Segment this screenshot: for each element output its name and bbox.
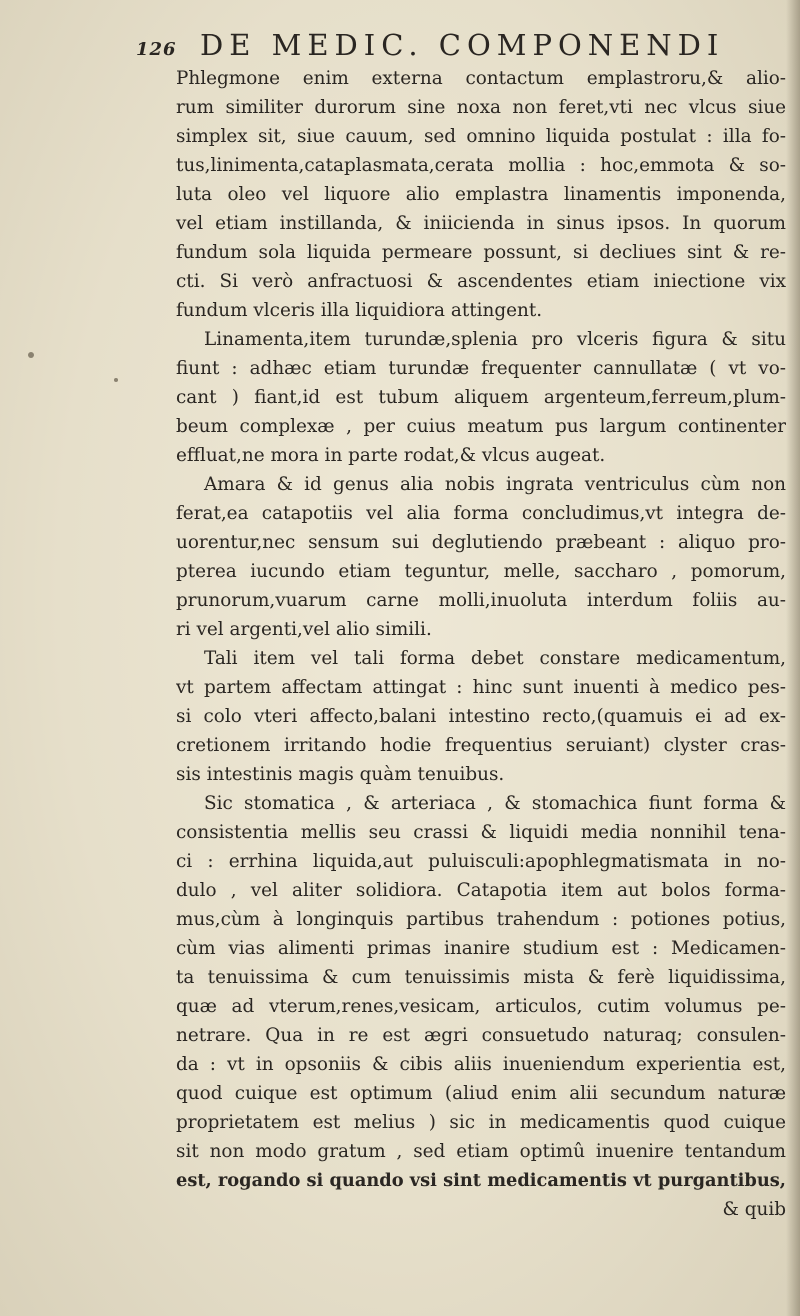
text-line: cti. Si verò anfractuosi & ascendentes etiam iniectione vix bbox=[176, 271, 786, 292]
text-line: vel etiam instillanda, & iniicienda in sinus ipsos. In quorum bbox=[176, 213, 786, 234]
text-line: Phlegmone enim externa contactum emplastroru,& alio- bbox=[176, 68, 786, 89]
text-line: mus,cùm à longinquis partibus trahendum : potiones potius, bbox=[176, 909, 786, 930]
text-line: cretionem irritando hodie frequentius seruiant) clyster cras- bbox=[176, 735, 786, 756]
text-line: ta tenuissima & cum tenuissimis mista & ferè liquidissima, bbox=[176, 967, 786, 988]
text-line: quæ ad vterum,renes,vesicam, articulos, cutim volumus pe- bbox=[176, 996, 786, 1017]
margin-speck bbox=[28, 352, 34, 358]
page-number: 126 bbox=[136, 39, 177, 60]
text-line: pterea iucundo etiam teguntur, melle, saccharo , pomorum, bbox=[176, 561, 786, 582]
text-line: luta oleo vel liquore alio emplastra linamentis imponenda, bbox=[176, 184, 786, 205]
text-line: fundum vlceris illa liquidiora attingent. bbox=[176, 300, 543, 321]
text-line: ci : errhina liquida,aut puluisculi:apophlegmatismata in no- bbox=[176, 851, 786, 872]
text-line: ri vel argenti,vel alio simili. bbox=[176, 619, 432, 640]
text-line: rum similiter durorum sine noxa non feret,vti nec vlcus siue bbox=[176, 97, 786, 118]
text-line: fiunt : adhæc etiam turundæ frequenter cannullatæ ( vt vo- bbox=[176, 358, 786, 379]
text-line: effluat,ne mora in parte rodat,& vlcus augeat. bbox=[176, 445, 606, 466]
text-line: consistentia mellis seu crassi & liquidi media nonnihil tena- bbox=[176, 822, 786, 843]
paragraph-start: Tali item vel tali forma debet constare medicamentum, bbox=[204, 648, 786, 669]
text-line: cant ) fiant,id est tubum aliquem argenteum,ferreum,plum- bbox=[176, 387, 786, 408]
paragraph-start: Amara & id genus alia nobis ingrata ventriculus cùm non bbox=[204, 474, 786, 495]
page-header bbox=[136, 28, 776, 68]
text-line: prunorum,vuarum carne molli,inuoluta interdum foliis au- bbox=[176, 590, 786, 611]
text-line: quod cuique est optimum (aliud enim alii secundum naturæ bbox=[176, 1083, 786, 1104]
page-edge-shadow bbox=[786, 0, 800, 1316]
text-line: netrare. Qua in re est ægri consuetudo naturaq; consulen- bbox=[176, 1025, 786, 1046]
text-line: dulo , vel aliter solidiora. Catapotia item aut bolos forma- bbox=[176, 880, 786, 901]
text-line: est, rogando si quando vsi sint medicamentis vt purgantibus, bbox=[176, 1170, 786, 1191]
text-line: sit non modo gratum , sed etiam optimû inuenire tentandum bbox=[176, 1141, 786, 1162]
text-line: beum complexæ , per cuius meatum pus largum continenter bbox=[176, 416, 786, 437]
text-line: sis intestinis magis quàm tenuibus. bbox=[176, 764, 505, 785]
paragraph-start: Sic stomatica , & arteriaca , & stomachica fiunt forma & bbox=[204, 793, 786, 814]
text-line: simplex sit, siue cauum, sed omnino liquida postulat : illa fo- bbox=[176, 126, 786, 147]
text-line: ferat,ea catapotiis vel alia forma concludimus,vt integra de- bbox=[176, 503, 786, 524]
paragraph-start: Linamenta,item turundæ,splenia pro vlceris figura & situ bbox=[204, 329, 786, 350]
text-line: uorentur,nec sensum sui deglutiendo præbeant : aliquo pro- bbox=[176, 532, 786, 553]
margin-speck bbox=[114, 378, 118, 382]
text-line: fundum sola liquida permeare possunt, si decliues sint & re- bbox=[176, 242, 786, 263]
catchword: & quib bbox=[722, 1199, 786, 1220]
text-line: proprietatem est melius ) sic in medicamentis quod cuique bbox=[176, 1112, 786, 1133]
running-head: DE MEDIC. COMPONENDI bbox=[200, 28, 725, 62]
text-line: vt partem affectam attingat : hinc sunt inuenti à medico pes- bbox=[176, 677, 786, 698]
text-line: cùm vias alimenti primas inanire studium est : Medicamen- bbox=[176, 938, 786, 959]
text-line: si colo vteri affecto,balani intestino recto,(quamuis ei ad ex- bbox=[176, 706, 786, 727]
text-line: da : vt in opsoniis & cibis aliis inueniendum experientia est, bbox=[176, 1054, 786, 1075]
text-line: tus,linimenta,cataplasmata,cerata mollia : hoc,emmota & so- bbox=[176, 155, 786, 176]
body-text bbox=[176, 64, 786, 1224]
